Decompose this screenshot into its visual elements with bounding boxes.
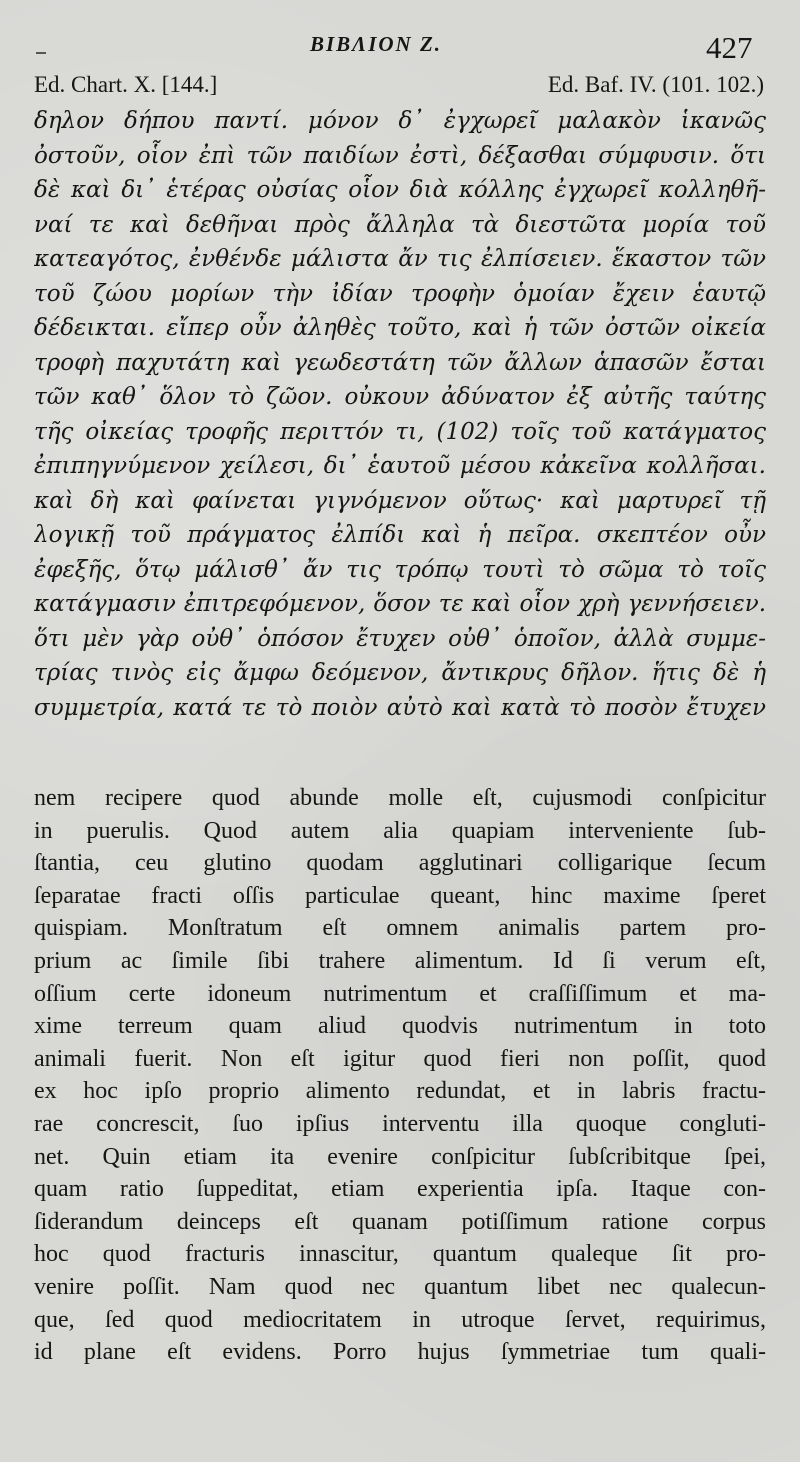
edition-reference-line [34,72,764,104]
greek-line: ἐπιπηγνύμενον χείλεσι, δι᾽ ἑαυτοῦ μέσου κἀκεῖνα κολλῆσαι. [34,453,766,479]
latin-line: quispiam. Monſtratum eſt omnem animalis partem pro- [34,915,766,942]
page-number: 427 [706,30,753,65]
latin-line: que, ſed quod mediocritatem in utroque ſervet, requirimus, [34,1306,766,1333]
latin-line: xime terreum quam aliud quodvis nutrimentum in toto [34,1013,766,1040]
latin-line: ſeparatae fracti oſſis particulae queant, hinc maxime ſperet [34,882,766,909]
latin-line: ſtantia, ceu glutino quodam agglutinari colligarique ſecum [34,850,766,877]
greek-line: κατεαγότος, ἐνθένδε μάλιστα ἄν τις ἐλπίσειεν. ἕκαστον τῶν [34,246,766,272]
latin-line: quam ratio ſuppeditat, etiam experientia ipſa. Itaque con- [34,1176,766,1203]
dash-mark [36,52,46,54]
greek-line: καὶ δὴ καὶ φαίνεται γιγνόμενον οὕτως· καὶ μαρτυρεῖ τῇ [34,487,766,514]
greek-line: συμμετρία, κατά τε τὸ ποιὸν αὐτὸ καὶ κατὰ τὸ ποσὸν ἔτυχεν [34,694,766,721]
greek-line: λογικῇ τοῦ πράγματος ἐλπίδι καὶ ἡ πεῖρα. σκεπτέον οὖν [34,522,766,548]
running-title: BIBΛΙΟΝ Ζ. [310,32,443,56]
latin-line: animali fuerit. Non eſt igitur quod fieri non poſſit, quod [34,1045,766,1072]
greek-line: δηλον δήπου παντί. μόνον δ᾽ ἐγχωρεῖ μαλακὸν ἱκανῶς [34,108,766,134]
edition-chartier-ref: Ed. Chart. X. [144.] [34,72,218,97]
latin-line: nem recipere quod abunde molle eſt, cujusmodi conſpicitur [34,785,766,811]
latin-line: rae concrescit, ſuo ipſius interventu illa quoque congluti- [34,1110,766,1137]
edition-basel-ref: Ed. Baf. IV. (101. 102.) [547,72,764,97]
greek-text-block [34,104,766,725]
greek-line: τῶν καθ᾽ ὅλον τὸ ζῶον. οὐκουν ἀδύνατον ἐξ αὐτῆς ταύτης [34,384,766,410]
greek-line: τοῦ ζώου μορίων τὴν ἰδίαν τροφὴν ὁμοίαν ἔχειν ἑαυτῷ [34,280,766,307]
latin-line: net. Quin etiam ita evenire conſpicitur ſubſcribitque ſpei, [34,1143,766,1170]
latin-line: oſſium certe idoneum nutrimentum et craſſiſſimum et ma- [34,980,766,1007]
greek-line: δὲ καὶ δι᾽ ἑτέρας οὐσίας οἷον διὰ κόλλης ἐγχωρεῖ κολληθῆ- [34,177,766,203]
greek-line: ὀστοῦν, οἷον ἐπὶ τῶν παιδίων ἐστὶ, δέξασθαι σύμφυσιν. ὅτι [34,142,766,169]
greek-line: τρίας τινὸς εἰς ἄμφω δεόμενον, ἄντικρυς δῆλον. ἥτις δὲ ἡ [34,660,766,686]
latin-line: hoc quod fracturis innascitur, quantum qualeque ſit pro- [34,1241,766,1268]
latin-line: prium ac ſimile ſibi trahere alimentum. Id ſi verum eſt, [34,947,766,974]
latin-line: ſiderandum deinceps eſt quanam potiſſimum ratione corpus [34,1208,766,1235]
latin-line: id plane eſt evidens. Porro hujus ſymmetriae tum quali- [34,1339,766,1366]
greek-line: ναί τε καὶ δεθῆναι πρὸς ἄλληλα τὰ διεστῶτα μορία τοῦ [34,211,766,238]
greek-line: τῆς οἰκείας τροφῆς περιττόν τι, (102) τοῖς τοῦ κατάγματος [34,418,766,445]
latin-line: in puerulis. Quod autem alia quapiam interveniente ſub- [34,817,766,844]
greek-line: ὅτι μὲν γὰρ οὐθ᾽ ὁπόσον ἔτυχεν οὐθ᾽ ὁποῖον, ἀλλὰ συμμε- [34,625,766,652]
greek-line: κατάγμασιν ἐπιτρεφόμενον, ὅσον τε καὶ οἷον χρὴ γεννήσειεν. [34,591,766,617]
greek-line: ἐφεξῆς, ὅτῳ μάλισθ᾽ ἄν τις τρόπῳ τουτὶ τὸ σῶμα τὸ τοῖς [34,556,766,583]
latin-text-block [34,782,766,1369]
latin-line: venire poſſit. Nam quod nec quantum libet nec qualecun- [34,1273,766,1300]
running-head [0,28,800,68]
latin-line: ex hoc ipſo proprio alimento redundat, et in labris fractu- [34,1078,766,1105]
greek-line: δέδεικται. εἴπερ οὖν ἀληθὲς τοῦτο, καὶ ἡ τῶν ὀστῶν οἰκεία [34,315,766,341]
greek-line: τροφὴ παχυτάτη καὶ γεωδεστάτη τῶν ἄλλων ἁπασῶν ἔσται [34,349,766,376]
